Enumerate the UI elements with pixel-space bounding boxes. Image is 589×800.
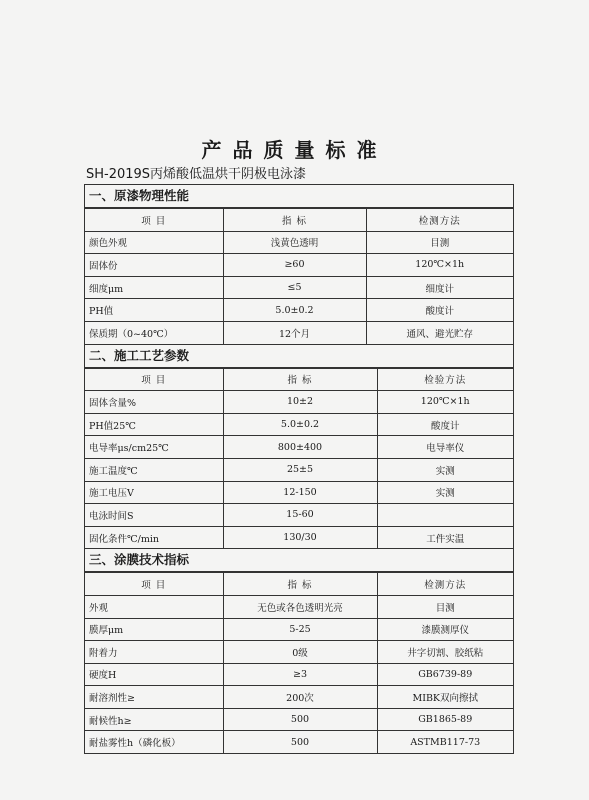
spec-cell: 浅黄色透明 — [223, 231, 366, 254]
method-cell: 细度计 — [366, 276, 513, 299]
section-heading: 一、原漆物理性能 — [85, 185, 513, 208]
item-cell: 外观 — [85, 595, 223, 618]
spec-cell: 130/30 — [223, 526, 377, 549]
spec-cell: 12-150 — [223, 481, 377, 504]
method-cell: ASTMB117-73 — [377, 731, 513, 753]
column-header: 项 目 — [85, 573, 223, 596]
table-row — [85, 641, 513, 664]
section-coating-film — [85, 549, 513, 753]
table-row — [85, 663, 513, 686]
item-cell: 耐盐雾性h（磷化板） — [85, 731, 223, 753]
table-row — [85, 686, 513, 709]
method-cell: 实测 — [377, 481, 513, 504]
table-header-row — [85, 368, 513, 391]
spec-cell: 800±400 — [223, 436, 377, 459]
table-row — [85, 391, 513, 414]
section-raw-paint — [85, 185, 513, 345]
spec-table — [85, 208, 513, 345]
item-cell: 固体含量% — [85, 391, 223, 414]
method-cell: 实测 — [377, 458, 513, 481]
item-cell: 保质期（0~40℃） — [85, 321, 223, 344]
section-process-params — [85, 345, 513, 550]
method-cell: 工件实温 — [377, 526, 513, 549]
item-cell: 颜色外观 — [85, 231, 223, 254]
method-cell: 酸度计 — [366, 299, 513, 322]
table-row — [85, 231, 513, 254]
method-cell: 酸度计 — [377, 413, 513, 436]
item-cell: 施工温度℃ — [85, 458, 223, 481]
spec-cell: 10±2 — [223, 391, 377, 414]
method-cell: GB6739-89 — [377, 663, 513, 686]
spec-cell: 5.0±0.2 — [223, 413, 377, 436]
product-subtitle: SH-2019S丙烯酸低温烘干阴极电泳漆 — [86, 167, 307, 182]
item-cell: 电导率μs/cm25℃ — [85, 436, 223, 459]
table-row — [85, 458, 513, 481]
column-header: 指 标 — [223, 573, 377, 596]
spec-sheet — [84, 184, 514, 754]
spec-cell: ≤5 — [223, 276, 366, 299]
table-row — [85, 321, 513, 344]
spec-cell: 0级 — [223, 641, 377, 664]
method-cell: 通风、避光贮存 — [366, 321, 513, 344]
table-row — [85, 731, 513, 753]
spec-cell: 5-25 — [223, 618, 377, 641]
method-cell: 漆膜测厚仪 — [377, 618, 513, 641]
item-cell: 施工电压V — [85, 481, 223, 504]
column-header: 指 标 — [223, 368, 377, 391]
column-header: 检验方法 — [377, 368, 513, 391]
column-header: 指 标 — [223, 209, 366, 232]
spec-cell: 15-60 — [223, 504, 377, 527]
table-row — [85, 436, 513, 459]
table-row — [85, 618, 513, 641]
table-header-row — [85, 209, 513, 232]
table-row — [85, 276, 513, 299]
item-cell: 电泳时间S — [85, 504, 223, 527]
spec-table — [85, 572, 513, 753]
spec-cell: 无色或各色透明光亮 — [223, 595, 377, 618]
table-row — [85, 504, 513, 527]
column-header: 项 目 — [85, 368, 223, 391]
item-cell: 膜厚μm — [85, 618, 223, 641]
item-cell: 附着力 — [85, 641, 223, 664]
table-row — [85, 595, 513, 618]
spec-cell: ≥3 — [223, 663, 377, 686]
section-heading: 二、施工工艺参数 — [85, 345, 513, 368]
method-cell: MIBK双向擦拭 — [377, 686, 513, 709]
item-cell: PH值 — [85, 299, 223, 322]
spec-cell: 25±5 — [223, 458, 377, 481]
item-cell: 细度μm — [85, 276, 223, 299]
item-cell: PH值25℃ — [85, 413, 223, 436]
item-cell: 固化条件℃/min — [85, 526, 223, 549]
table-row — [85, 413, 513, 436]
table-row — [85, 481, 513, 504]
item-cell: 耐候性h≥ — [85, 708, 223, 731]
method-cell: GB1865-89 — [377, 708, 513, 731]
table-row — [85, 299, 513, 322]
spec-cell: ≥60 — [223, 254, 366, 277]
table-row — [85, 708, 513, 731]
method-cell: 井字切割、胶纸粘 — [377, 641, 513, 664]
method-cell: 目测 — [366, 231, 513, 254]
spec-table — [85, 368, 513, 550]
table-header-row — [85, 573, 513, 596]
spec-cell: 500 — [223, 708, 377, 731]
column-header: 检测方法 — [377, 573, 513, 596]
item-cell: 耐溶剂性≥ — [85, 686, 223, 709]
item-cell: 固体份 — [85, 254, 223, 277]
spec-cell: 500 — [223, 731, 377, 753]
spec-cell: 5.0±0.2 — [223, 299, 366, 322]
method-cell: 120℃×1h — [366, 254, 513, 277]
column-header: 检测方法 — [366, 209, 513, 232]
table-row — [85, 526, 513, 549]
spec-cell: 12个月 — [223, 321, 366, 344]
method-cell: 目测 — [377, 595, 513, 618]
table-row — [85, 254, 513, 277]
method-cell: 120℃×1h — [377, 391, 513, 414]
section-heading: 三、涂膜技术指标 — [85, 549, 513, 572]
page-title: 产品质量标准 — [201, 138, 388, 162]
method-cell: 电导率仪 — [377, 436, 513, 459]
spec-cell: 200次 — [223, 686, 377, 709]
method-cell — [377, 504, 513, 527]
item-cell: 硬度H — [85, 663, 223, 686]
column-header: 项 目 — [85, 209, 223, 232]
